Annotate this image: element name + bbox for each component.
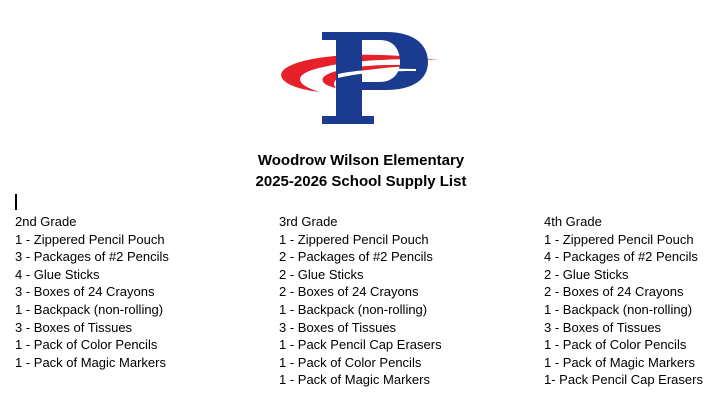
grade-heading: 4th Grade: [544, 214, 602, 229]
supply-item: 3 - Boxes of Tissues: [544, 319, 662, 335]
supply-item: 1 - Pack of Color Pencils: [15, 337, 158, 353]
school-name: Woodrow Wilson Elementary: [257, 152, 465, 169]
supply-item: 1- Pack Pencil Cap Erasers: [544, 372, 703, 388]
supply-item: 3 - Boxes of Tissues: [15, 319, 133, 335]
supply-item: 1 - Zippered Pencil Pouch: [15, 231, 165, 247]
list-title: 2025-2026 School Supply List: [255, 173, 467, 190]
supply-item: 2 - Packages of #2 Pencils: [279, 249, 433, 265]
supply-item: 3 - Packages of #2 Pencils: [15, 249, 169, 265]
logo-letter-p: [322, 32, 428, 124]
supply-item: 1 - Pack of Color Pencils: [279, 354, 422, 370]
supply-item: 3 - Boxes of Tissues: [279, 319, 397, 335]
supply-item: 1 - Pack of Color Pencils: [544, 337, 687, 353]
supply-item: 2 - Boxes of 24 Crayons: [279, 284, 419, 300]
text-cursor: [15, 194, 17, 210]
grade-4-column: [544, 213, 703, 389]
supply-item: 1 - Pack Pencil Cap Erasers: [279, 337, 442, 353]
supply-item: 1 - Pack of Magic Markers: [544, 354, 695, 370]
supply-item: 2 - Boxes of 24 Crayons: [544, 284, 684, 300]
school-logo: [276, 30, 441, 126]
supply-item: 2 - Glue Sticks: [279, 266, 364, 282]
grade-heading: 3rd Grade: [279, 214, 338, 229]
grade-3-column: [279, 213, 442, 389]
supply-item: 1 - Zippered Pencil Pouch: [544, 231, 694, 247]
supply-item: 4 - Packages of #2 Pencils: [544, 249, 698, 265]
supply-item: 1 - Zippered Pencil Pouch: [279, 231, 429, 247]
supply-item: 1 - Backpack (non-rolling): [15, 301, 164, 317]
supply-item: 3 - Boxes of 24 Crayons: [15, 284, 155, 300]
grade-heading: 2nd Grade: [15, 214, 77, 229]
grade-2-column: [15, 213, 169, 371]
supply-item: 1 - Backpack (non-rolling): [279, 301, 428, 317]
supply-item: 1 - Pack of Magic Markers: [15, 354, 166, 370]
supply-item: 4 - Glue Sticks: [15, 266, 100, 282]
supply-item: 1 - Pack of Magic Markers: [279, 372, 430, 388]
supply-item: 1 - Backpack (non-rolling): [544, 301, 693, 317]
supply-item: 2 - Glue Sticks: [544, 266, 629, 282]
